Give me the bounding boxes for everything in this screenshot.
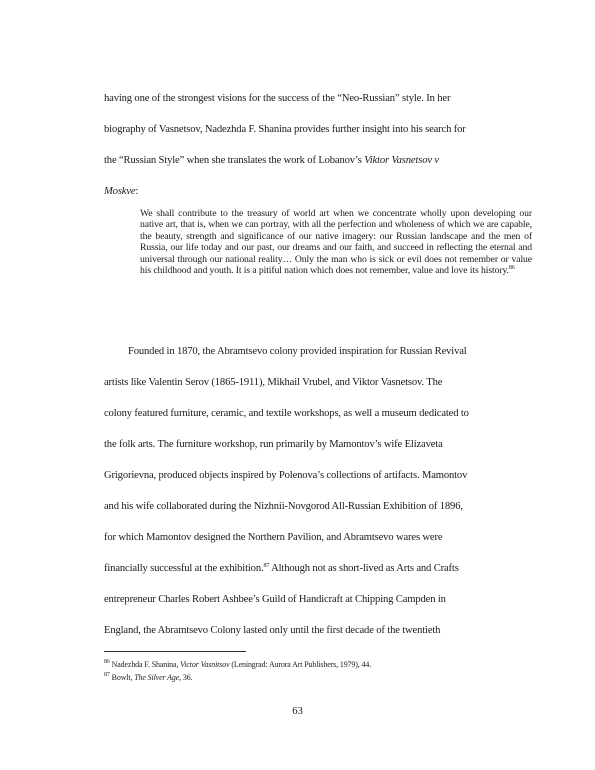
body-line: Grigorievna, produced objects inspired by Polenova’s collections of artifacts. Mamontov	[104, 470, 468, 481]
body-text: Although not as short-lived as Arts and Crafts	[269, 563, 459, 574]
footnote-number: 87	[104, 672, 110, 678]
body-line: and his wife collaborated during the Nizhnii-Novgorod All-Russian Exhibition of 1896,	[104, 501, 463, 512]
footnote-title: The Silver Age,	[134, 673, 182, 682]
footnote-ref-87: 87	[263, 563, 270, 569]
body-line: biography of Vasnetsov, Nadezhda F. Shanina provides further insight into his search for	[104, 124, 466, 135]
footnote-separator	[104, 651, 246, 652]
body-line: England, the Abramtsevo Colony lasted only until the first decade of the twentieth	[104, 625, 441, 636]
footnote-ref-86: 86	[508, 265, 515, 272]
body-line	[104, 563, 459, 574]
footnote-text: 36.	[181, 673, 193, 682]
body-line: having one of the strongest visions for the success of the “Neo-Russian” style. In her	[104, 93, 451, 104]
body-line	[104, 155, 439, 166]
footnote-87	[104, 673, 192, 682]
body-text: the “Russian Style” when she translates the work of Lobanov’s	[104, 155, 365, 166]
footnote-number: 86	[104, 659, 110, 665]
body-line: colony featured furniture, ceramic, and textile workshops, as well a museum dedicated to	[104, 408, 469, 419]
body-line: Founded in 1870, the Abramtsevo colony provided inspiration for Russian Revival	[128, 346, 467, 357]
body-text: financially successful at the exhibition.	[104, 563, 264, 574]
quote-text: We shall contribute to the treasury of world art when we concentrate wholly upon developing our native art, that is, when we can portray, with all the perfection and wholeness of which we are capable, the beauty, strength and significance of our native imagery: our Russian landscape and the men of Russia, our life today and our past, our dreams and our faith, and succeed in reflecting the eternal and universal through our national reality… Only the man who is sick or evil does not remember or value his childhood and youth. It is a pitiful nation which does not remember, value and love its history.	[140, 208, 532, 277]
footnote-text: Nadezhda F. Shanina,	[109, 660, 181, 669]
body-line	[104, 186, 138, 197]
footnote-text: (Leningrad: Aurora Art Publishers, 1979), 44.	[229, 660, 372, 669]
body-line: for which Mamontov designed the Northern Pavilion, and Abramtsevo wares were	[104, 532, 443, 543]
page-number: 63	[292, 706, 303, 717]
footnote-86	[104, 660, 371, 669]
book-title: Viktor Vasnetsov v	[364, 155, 439, 166]
footnote-title: Victor Vasnitsov	[180, 660, 230, 669]
book-title: Moskve	[104, 186, 136, 197]
block-quote	[140, 208, 532, 276]
footnote-text: Bowlt,	[109, 673, 135, 682]
body-line: the folk arts. The furniture workshop, run primarily by Mamontov’s wife Elizaveta	[104, 439, 443, 450]
body-text: :	[135, 186, 139, 197]
body-line: entrepreneur Charles Robert Ashbee’s Guild of Handicraft at Chipping Campden in	[104, 594, 446, 605]
body-line: artists like Valentin Serov (1865-1911), Mikhail Vrubel, and Viktor Vasnetsov. The	[104, 377, 443, 388]
